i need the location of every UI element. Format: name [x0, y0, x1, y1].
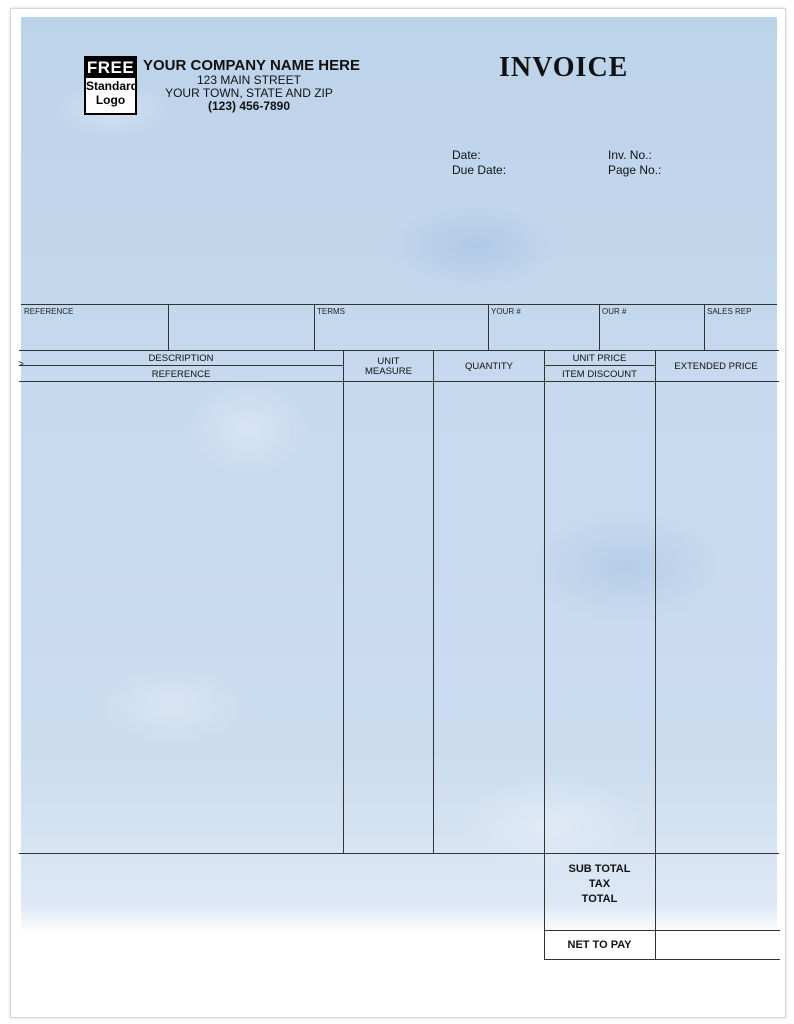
page-number-label: Page No.: [608, 163, 662, 177]
description-split-rule [19, 365, 343, 366]
logo-free-text: FREE [86, 58, 135, 77]
due-date-label: Due Date: [452, 163, 507, 177]
column-header-description: DESCRIPTION [148, 353, 214, 364]
table-header-bottom-rule [19, 381, 779, 382]
info-divider [168, 304, 169, 350]
company-logo [84, 56, 137, 115]
column-divider [433, 350, 434, 853]
tax-label: TAX [588, 878, 611, 890]
sales-rep-field-label: SALES REP [707, 307, 752, 316]
net-to-pay-label: NET TO PAY [567, 939, 632, 951]
table-top-rule [19, 350, 779, 351]
invoice-number-label: Inv. No.: [608, 148, 652, 162]
your-number-field-label: YOUR # [491, 307, 521, 316]
terms-field-label: TERMS [317, 307, 345, 316]
column-header-unit: UNIT [377, 356, 400, 367]
our-number-field-label: OUR # [602, 307, 627, 316]
date-label: Date: [452, 148, 481, 162]
company-name: YOUR COMPANY NAME HERE [143, 57, 360, 74]
logo-line1: Standard [86, 79, 139, 93]
reference-field-label: REFERENCE [24, 307, 74, 316]
column-header-unit-price: UNIT PRICE [572, 353, 627, 364]
company-street: 123 MAIN STREET [196, 73, 302, 87]
column-header-measure: MEASURE [365, 366, 412, 377]
info-row-top-rule [21, 304, 777, 305]
net-to-pay-bottom-rule [544, 959, 780, 960]
column-header-extended-price: EXTENDED PRICE [674, 361, 758, 372]
total-label: TOTAL [581, 893, 618, 905]
info-divider [599, 304, 600, 350]
net-to-pay-top-rule [544, 930, 780, 931]
parchment-background [21, 17, 777, 933]
invoice-title: INVOICE [499, 52, 629, 83]
info-divider [488, 304, 489, 350]
table-bottom-rule [19, 853, 779, 854]
column-divider [655, 350, 656, 959]
info-divider [314, 304, 315, 350]
logo-line2: Logo [95, 93, 126, 107]
sub-total-label: SUB TOTAL [568, 863, 631, 875]
column-header-quantity: QUANTITY [464, 361, 514, 372]
price-split-rule [544, 365, 655, 366]
company-town: YOUR TOWN, STATE AND ZIP [165, 86, 333, 100]
column-header-reference: REFERENCE [151, 369, 211, 380]
column-divider [343, 350, 344, 853]
company-phone: (123) 456-7890 [207, 99, 291, 113]
column-header-item-discount: ITEM DISCOUNT [562, 369, 637, 380]
info-divider [704, 304, 705, 350]
row-marker-arrow-icon: > [18, 359, 24, 370]
